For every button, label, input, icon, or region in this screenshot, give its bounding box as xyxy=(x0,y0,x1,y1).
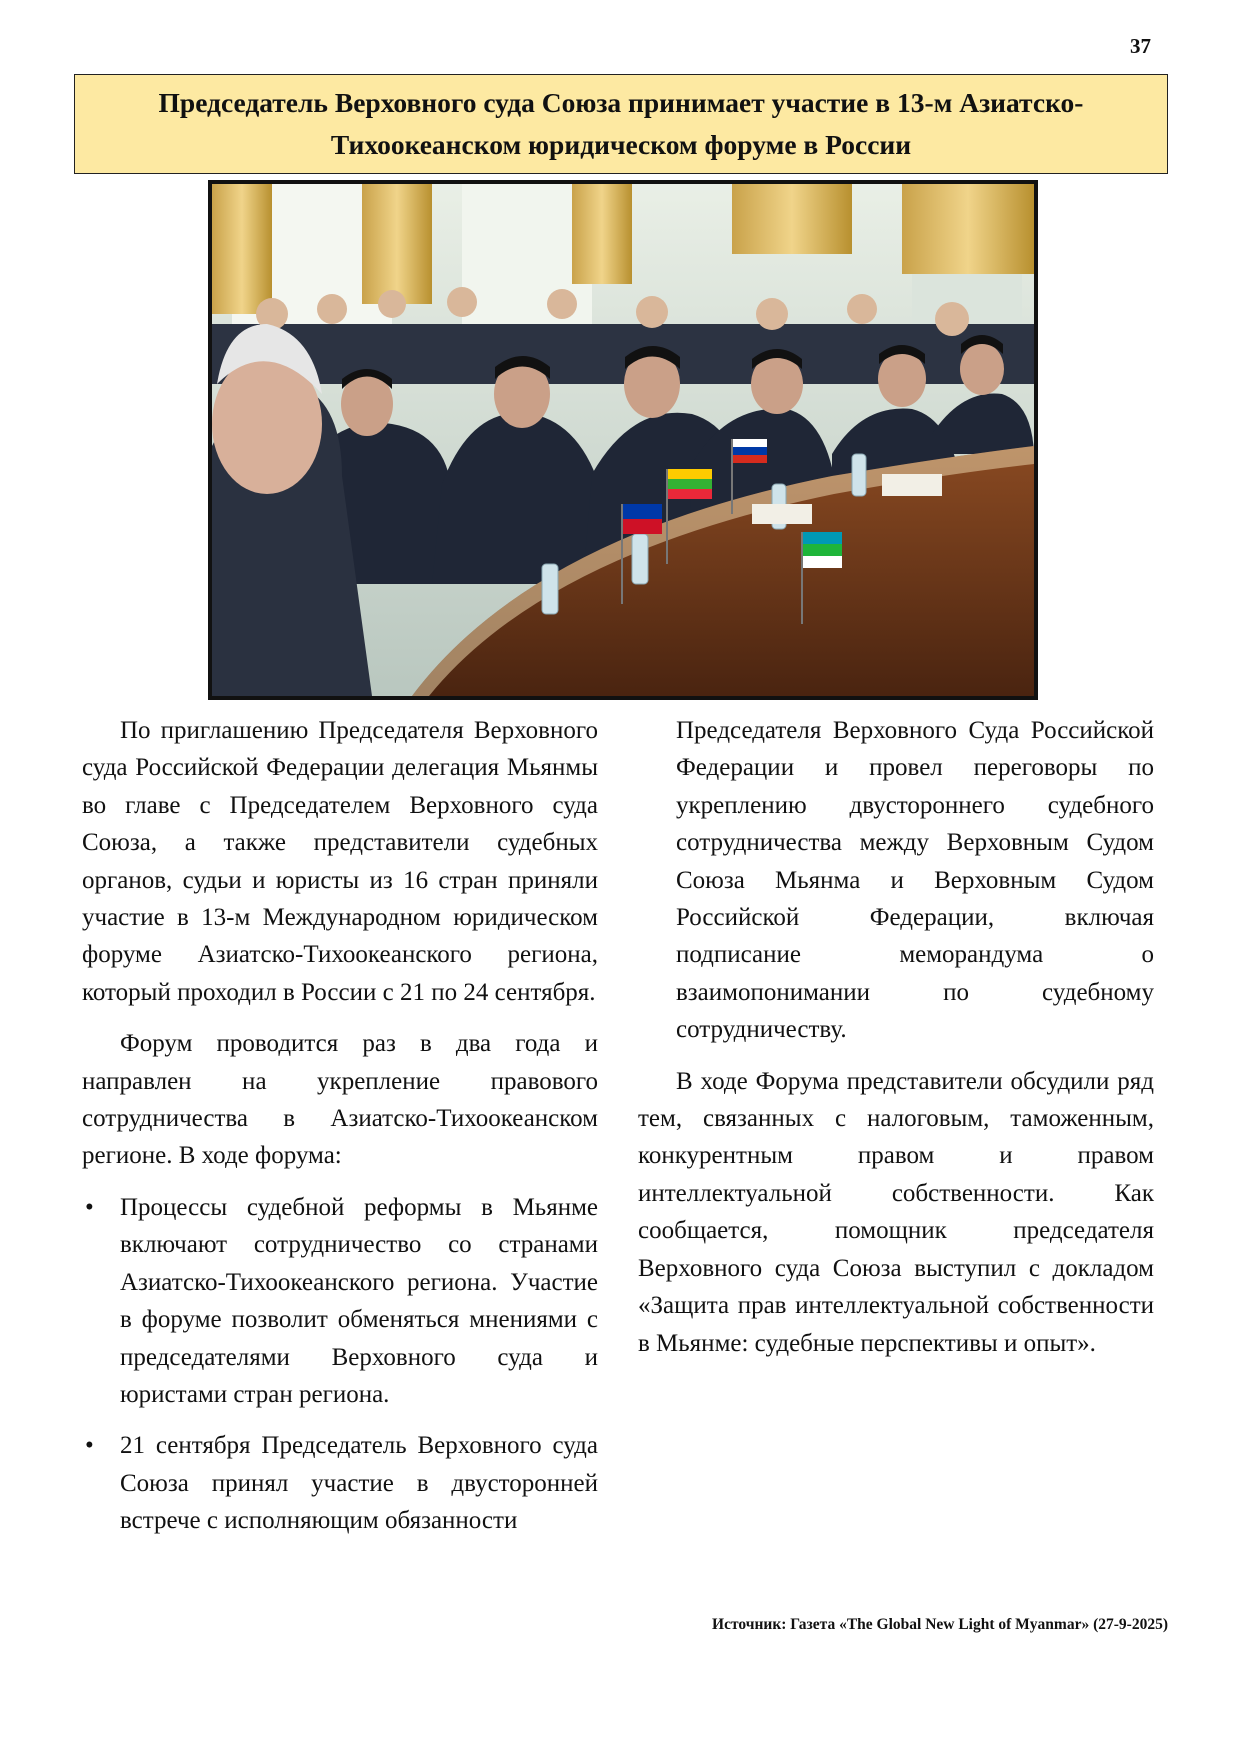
intro-paragraph: По приглашению Председателя Верховного суда Российской Федерации делегация Мьянмы во главе с Председателем Верховного суда Союза, а также представители судебных органов, судьи и юристы из 16 стран приняли участие в 13-м Международном юридическом форуме Азиатско-Тихоокеанского региона, который проходил в России с 21 по 24 сентября. xyxy=(82,717,598,1006)
left-column xyxy=(82,712,598,1554)
forum-meeting-illustration xyxy=(212,184,1034,696)
forum-meeting-photo xyxy=(208,180,1038,700)
page-number: 37 xyxy=(1130,34,1151,58)
topics-paragraph: В ходе Форума представители обсудили ряд тем, связанных с налоговым, таможенным, конкурентным правом и правом интеллектуальной собственности. Как сообщается, помощник председателя Верховного суда Союза выступил с докладом «Защита прав интеллектуальной собственности в Мьянме: судебные перспективы и опыт». xyxy=(638,1067,1154,1357)
right-column xyxy=(638,712,1154,1362)
list-item xyxy=(82,1427,598,1539)
bullet-continuation-text: Председателя Верховного Суда Российской Федерации и провел переговоры по укреплению двустороннего судебного сотрудничества между Верховным Судом Союза Мьянма и Верховным Судом Российской Федерации, включая подписание меморандума о взаимопонимании по судебному сотрудничеству. xyxy=(676,717,1154,1044)
source-attribution: Источник: Газета «The Global New Light of Myanmar» (27-9-2025) xyxy=(712,1616,1168,1633)
forum-bullet-list xyxy=(82,1189,598,1540)
bullet-text: 21 сентября Председатель Верховного суда Союза принял участие в двусторонней встрече с исполняющим обязанности xyxy=(120,1432,598,1535)
article-title: Председатель Верховного суда Союза принимает участие в 13-м Азиатско-Тихоокеанском юридическом форуме в России xyxy=(158,87,1084,160)
bullet-text: Процессы судебной реформы в Мьянме включают сотрудничество со странами Азиатско-Тихоокеанского региона. Участие в форуме позволит обменяться мнениями с председателями Верховного суда и юристами стран региона. xyxy=(120,1193,598,1408)
article-title-box xyxy=(74,74,1168,174)
bullet-icon: • xyxy=(85,1432,94,1460)
list-item xyxy=(82,1189,598,1413)
bullet-icon: • xyxy=(85,1193,94,1221)
forum-paragraph: Форум проводится раз в два года и направлен на укрепление правового сотрудничества в Азиатско-Тихоокеанском регионе. В ходе форума: xyxy=(82,1030,598,1170)
